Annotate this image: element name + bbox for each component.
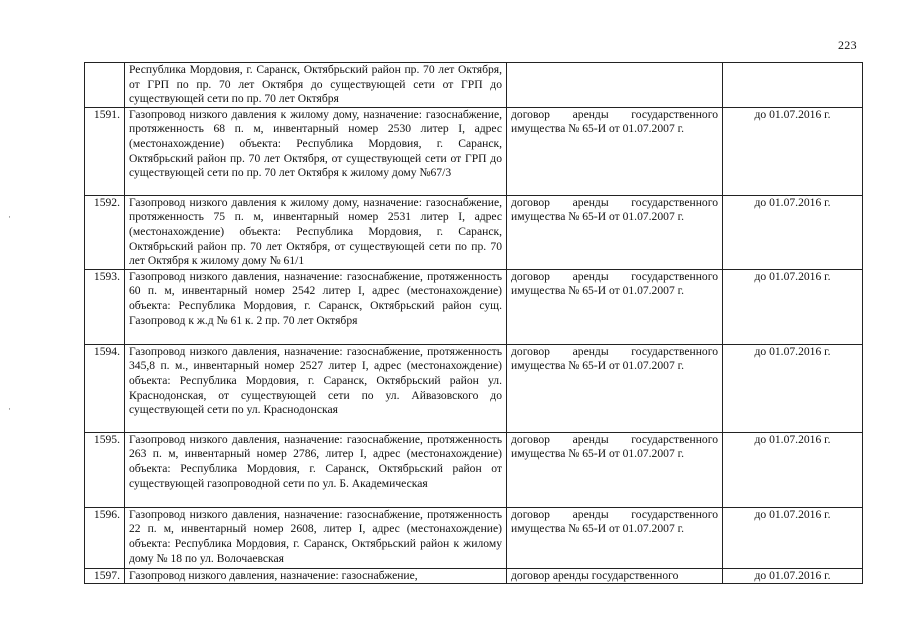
table-row xyxy=(85,107,863,195)
table-row xyxy=(85,507,863,568)
lease-term: до 01.07.2016 г. xyxy=(723,107,863,195)
table-row xyxy=(85,63,863,108)
row-number xyxy=(85,63,125,108)
object-description: Газопровод низкого давления к жилому дому, назначение: газоснабжение, протяженность 75 п. м, инвентарный номер 2531 литер I, адрес (местонахождение) объекта: Республика Мордовия, г. Саранск, Октябрьский район пр. 70 лет Октября, от существующей сети по пр. 70 лет Октября к жилому дому № 61/1 xyxy=(125,195,507,269)
table-row xyxy=(85,432,863,507)
row-number: 1595. xyxy=(85,432,125,507)
table-row xyxy=(85,195,863,269)
lease-term: до 01.07.2016 г. xyxy=(723,432,863,507)
object-description: Газопровод низкого давления, назначение: газоснабжение, протяженность 60 п. м, инвентарный номер 2542 литер I, адрес (местонахождение) объекта: Республика Мордовия, г. Саранск, Октябрьский район сущ. Газопровод к ж.д № 61 к. 2 пр. 70 лет Октября xyxy=(125,269,507,344)
row-number: 1597. xyxy=(85,568,125,584)
object-description: Газопровод низкого давления к жилому дому, назначение: газоснабжение, протяженность 68 п. м, инвентарный номер 2530 литер I, адрес (местонахождение) объекта: Республика Мордовия, г. Саранск, Октябрьский район пр. 70 лет Октября, от существующей сети от ГРП до существующей сети по пр. 70 лет Октября к жилому дому №67/3 xyxy=(125,107,507,195)
lease-document: договор аренды государственного имущества № 65-И от 01.07.2007 г. xyxy=(507,507,723,568)
row-number: 1594. xyxy=(85,344,125,432)
lease-document: договор аренды государственного имущества № 65-И от 01.07.2007 г. xyxy=(507,269,723,344)
object-description: Газопровод низкого давления, назначение: газоснабжение, xyxy=(125,568,507,584)
row-number: 1596. xyxy=(85,507,125,568)
lease-document: договор аренды государственного xyxy=(507,568,723,584)
table-row xyxy=(85,269,863,344)
lease-term: до 01.07.2016 г. xyxy=(723,269,863,344)
lease-document: договор аренды государственного имущества № 65-И от 01.07.2007 г. xyxy=(507,107,723,195)
margin-mark: · xyxy=(8,212,11,222)
table-row xyxy=(85,344,863,432)
object-description: Газопровод низкого давления, назначение: газоснабжение, протяженность 263 п. м, инвентарный номер 2786, литер I, адрес (местонахождение) объекта: Республика Мордовия, г. Саранск, Октябрьский район от существующей газопроводной сети по ул. Б. Академическая xyxy=(125,432,507,507)
page-number: 223 xyxy=(838,38,857,52)
lease-document xyxy=(507,63,723,108)
row-number: 1593. xyxy=(85,269,125,344)
object-description: Республика Мордовия, г. Саранск, Октябрьский район пр. 70 лет Октября, от ГРП по пр. 70 лет Октября до существующей сети от ГРП до существующей сети по пр. 70 лет Октября xyxy=(125,63,507,108)
lease-term: до 01.07.2016 г. xyxy=(723,507,863,568)
lease-term: до 01.07.2016 г. xyxy=(723,344,863,432)
lease-document: договор аренды государственного имущества № 65-И от 01.07.2007 г. xyxy=(507,432,723,507)
property-registry-table xyxy=(84,62,863,584)
table-row xyxy=(85,568,863,584)
object-description: Газопровод низкого давления, назначение: газоснабжение, протяженность 345,8 п. м., инвентарный номер 2527 литер I, адрес (местонахождение) объекта: Республика Мордовия, г. Саранск, Октябрьский район ул. Краснодонская, от существующей сети по ул. Айвазовского до существующей сети по ул. Краснодонская xyxy=(125,344,507,432)
lease-term: до 01.07.2016 г. xyxy=(723,195,863,269)
lease-document: договор аренды государственного имущества № 65-И от 01.07.2007 г. xyxy=(507,195,723,269)
row-number: 1591. xyxy=(85,107,125,195)
lease-term: до 01.07.2016 г. xyxy=(723,568,863,584)
lease-term xyxy=(723,63,863,108)
margin-mark: · xyxy=(8,404,11,414)
lease-document: договор аренды государственного имущества № 65-И от 01.07.2007 г. xyxy=(507,344,723,432)
object-description: Газопровод низкого давления, назначение: газоснабжение, протяженность 22 п. м, инвентарный номер 2608, литер I, адрес (местонахождение) объекта: Республика Мордовия, г. Саранск, Октябрьский район к жилому дому № 18 по ул. Волочаевская xyxy=(125,507,507,568)
row-number: 1592. xyxy=(85,195,125,269)
